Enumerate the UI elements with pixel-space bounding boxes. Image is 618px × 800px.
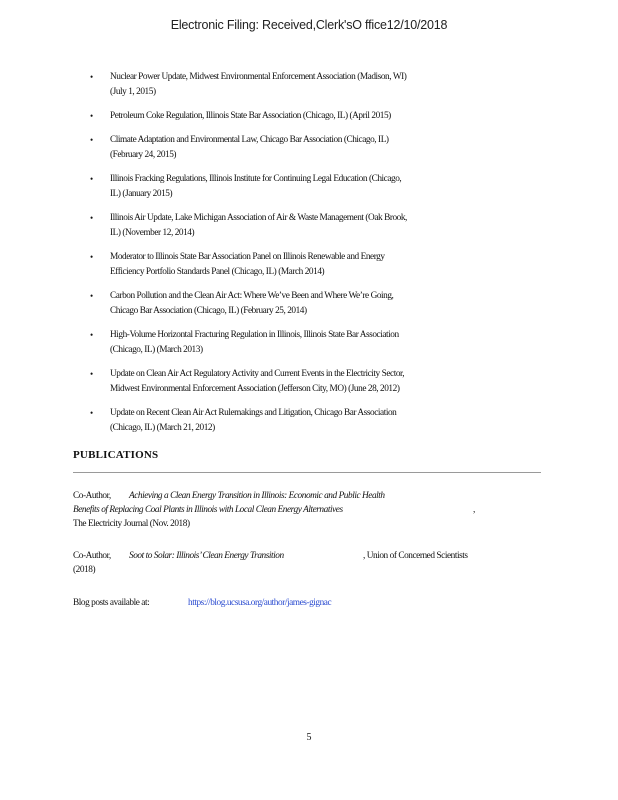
list-item-line: Illinois Air Update, Lake Michigan Association of Air & Waste Management (Oak Brook, [110,213,407,223]
publication-entry [73,549,503,577]
list-item-line: Moderator to Illinois State Bar Association Panel on Illinois Renewable and Energy [110,252,385,262]
blog-link[interactable]: https://blog.ucsusa.org/author/james-gignac [188,598,332,608]
blog-label: Blog posts available at: [73,598,150,608]
list-item-line: IL) (November 12, 2014) [110,228,195,238]
bullet-icon: • [90,135,93,145]
list-item-line: Petroleum Coke Regulation, Illinois State Bar Association (Chicago, IL) (April 2015) [110,111,391,121]
bullet-icon: • [90,291,93,301]
publication-year: (2018) [73,565,96,575]
presentations-list [90,70,420,445]
list-item-line: (July 1, 2015) [110,87,156,97]
publication-entry [73,489,493,531]
list-item [90,133,420,163]
list-item-line: IL) (January 2015) [110,189,173,199]
publication-role: Co-Author, [73,491,111,501]
list-item [90,250,420,280]
list-item-line: Update on Recent Clean Air Act Rulemakings and Litigation, Chicago Bar Association [110,408,397,418]
list-item [90,70,420,100]
publication-role: Co-Author, [73,551,111,561]
list-item-line: Illinois Fracking Regulations, Illinois Institute for Continuing Legal Education (Chicago, [110,174,402,184]
publication-source: , Union of Concerned Scientists [363,551,468,561]
list-item-line: Chicago Bar Association (Chicago, IL) (February 25, 2014) [110,306,307,316]
bullet-icon: • [90,174,93,184]
list-item-line: Climate Adaptation and Environmental Law, Chicago Bar Association (Chicago, IL) [110,135,389,145]
list-item [90,289,420,319]
bullet-icon: • [90,330,93,340]
list-item [90,109,420,124]
list-item [90,172,420,202]
list-item [90,367,420,397]
list-item-line: Carbon Pollution and the Clean Air Act: Where We’ve Been and Where We’re Going, [110,291,394,301]
list-item-line: Efficiency Portfolio Standards Panel (Chicago, IL) (March 2014) [110,267,325,277]
list-item-line: High-Volume Horizontal Fracturing Regulation in Illinois, Illinois State Bar Association [110,330,399,340]
list-item [90,211,420,241]
publication-source: The Electricity Journal (Nov. 2018) [73,519,190,529]
list-item [90,328,420,358]
publication-title: Achieving a Clean Energy Transition in Illinois: Economic and Public Health [129,491,385,501]
bullet-icon: • [90,369,93,379]
list-item-line: (February 24, 2015) [110,150,177,160]
bullet-icon: • [90,213,93,223]
list-item-line: (Chicago, IL) (March 2013) [110,345,203,355]
list-item-line: (Chicago, IL) (March 21, 2012) [110,423,215,433]
publications-heading: PUBLICATIONS [73,449,159,461]
blog-entry [73,596,493,610]
list-item-line: Midwest Environmental Enforcement Association (Jefferson City, MO) (June 28, 2012) [110,384,400,394]
bullet-icon: • [90,72,93,82]
page-number: 5 [306,732,312,743]
filing-stamp-header: Electronic Filing: Received,Clerk'sO ffice12/10/2018 [170,18,448,32]
bullet-icon: • [90,111,93,121]
publication-title-continued: Benefits of Replacing Coal Plants in Illinois with Local Clean Energy Alternatives [73,505,343,515]
section-divider [73,472,541,473]
publication-comma: , [473,505,475,515]
bullet-icon: • [90,252,93,262]
list-item [90,406,420,436]
publication-title: Soot to Solar: Illinois’ Clean Energy Transition [129,551,284,561]
list-item-line: Nuclear Power Update, Midwest Environmental Enforcement Association (Madison, WI) [110,72,407,82]
list-item-line: Update on Clean Air Act Regulatory Activity and Current Events in the Electricity Sector, [110,369,405,379]
bullet-icon: • [90,408,93,418]
